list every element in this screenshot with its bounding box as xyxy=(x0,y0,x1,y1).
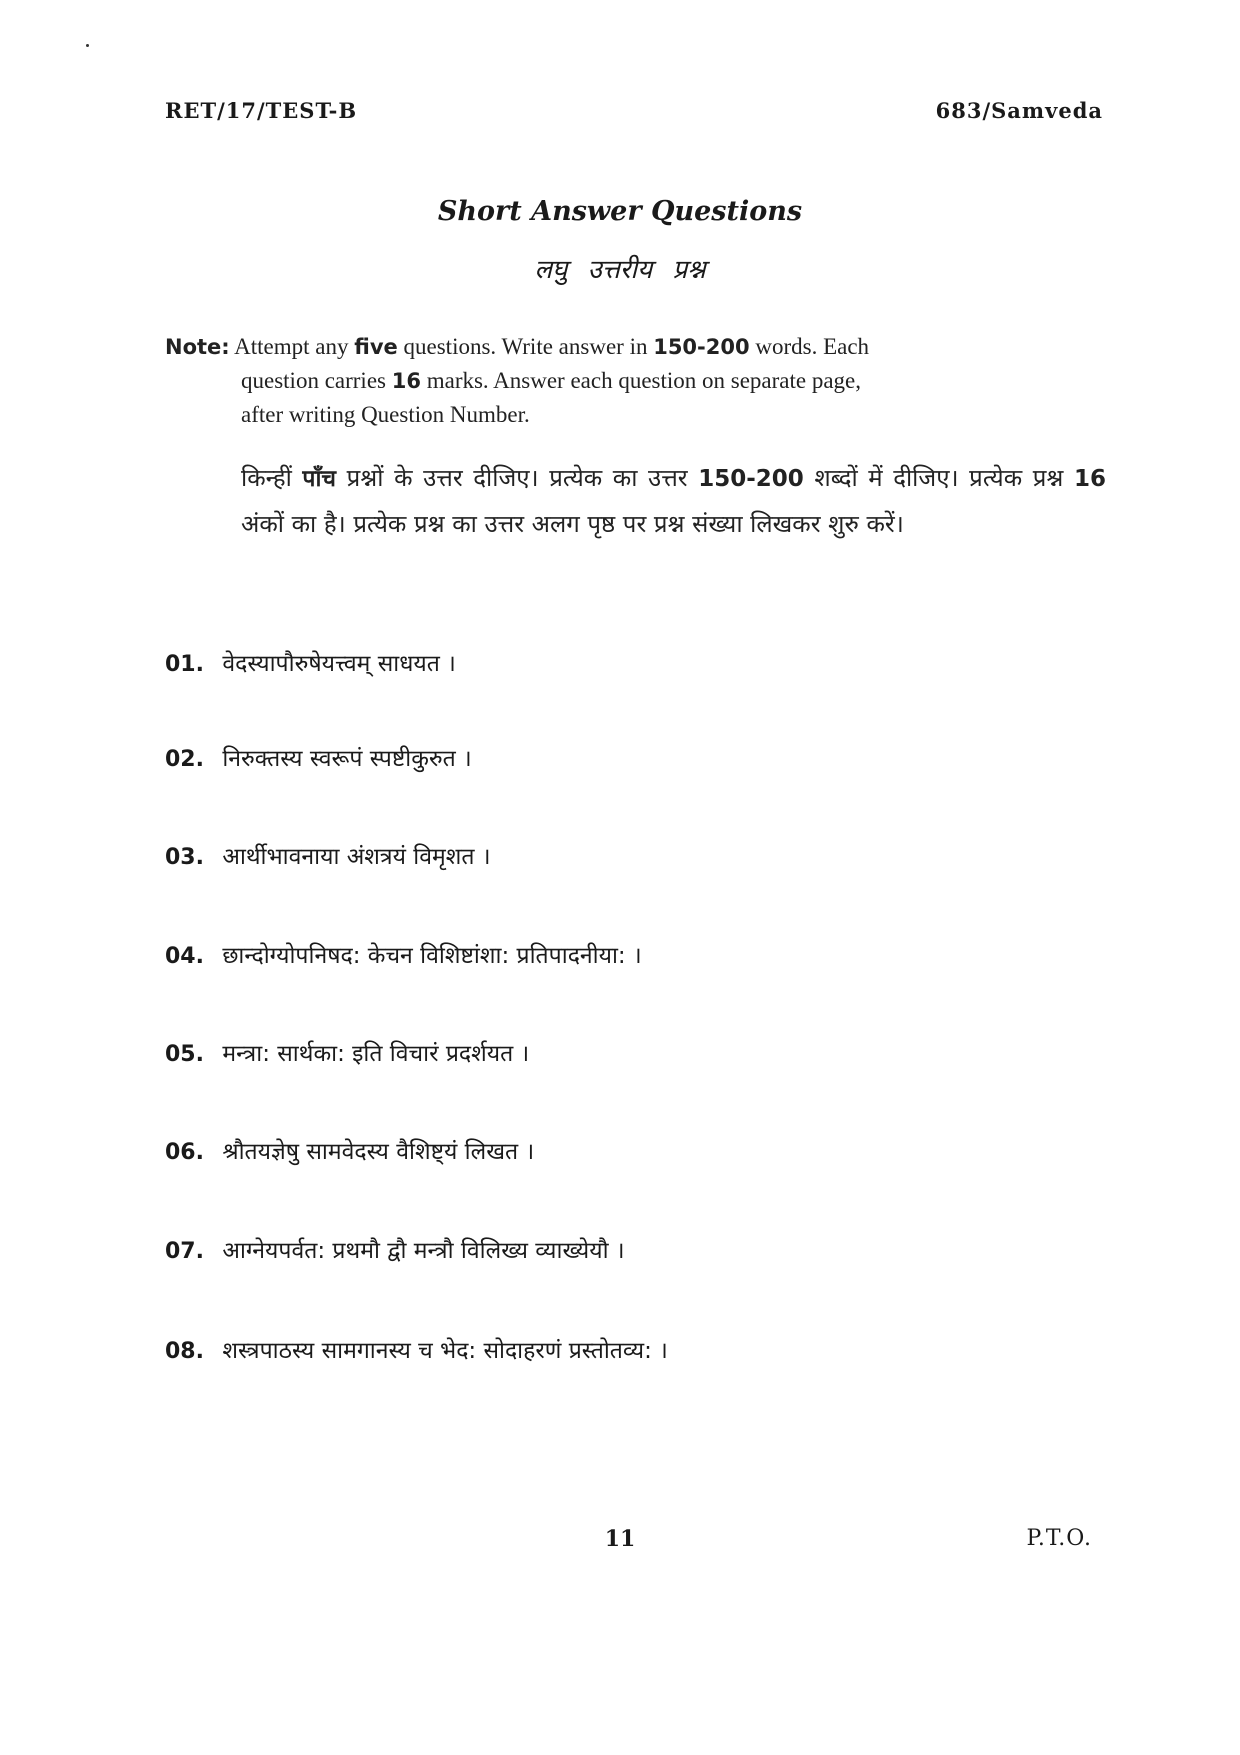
section-title-hindi: लघु उत्तरीय प्रश्न xyxy=(534,255,706,285)
note-bold: 150-200 xyxy=(698,466,804,492)
note-text: किन्हीं xyxy=(241,464,292,492)
question-item xyxy=(165,839,491,871)
question-item xyxy=(165,741,472,773)
question-text: आर्थीभावनाया अंशत्रयं विमृशत । xyxy=(222,844,491,870)
please-turn-over: P.T.O. xyxy=(1026,1526,1092,1551)
question-item xyxy=(165,1036,529,1068)
note-text: words. Each xyxy=(755,334,870,359)
instructions-english xyxy=(165,330,1105,431)
scan-speck xyxy=(86,44,89,47)
note-bold: 16 xyxy=(391,369,421,393)
question-number: 02. xyxy=(165,747,204,772)
question-text: मन्त्रा: सार्थका: इति विचारं प्रदर्शयत । xyxy=(222,1041,530,1067)
note-bold: five xyxy=(354,335,398,359)
instructions-hindi xyxy=(241,456,1106,547)
note-bold: 150-200 xyxy=(653,335,750,359)
question-item xyxy=(165,646,456,678)
note-text: शब्दों में दीजिए। प्रत्येक प्रश्न xyxy=(814,464,1064,492)
question-item xyxy=(165,1134,534,1166)
paper-code: RET/17/TEST-B xyxy=(165,98,358,123)
question-number: 03. xyxy=(165,845,204,870)
section-title: Short Answer Questions xyxy=(437,196,803,227)
note-bold: पाँच xyxy=(302,466,337,492)
subject-code: 683/Samveda xyxy=(935,98,1103,123)
note-text: questions. Write answer in xyxy=(403,334,648,359)
question-item xyxy=(165,938,642,970)
question-text: आग्नेयपर्वत: प्रथमौ द्वौ मन्त्रौ विलिख्य व्याख्येयौ । xyxy=(222,1238,625,1264)
note-text: Attempt any xyxy=(234,334,349,359)
note-label: Note: xyxy=(165,335,230,359)
note-text: question carries xyxy=(241,368,386,393)
question-text: श्रौतयज्ञेषु सामवेदस्य वैशिष्ट्यं लिखत । xyxy=(222,1139,535,1165)
note-bold: 16 xyxy=(1073,466,1106,492)
question-text: निरुक्तस्य स्वरूपं स्पष्टीकुरुत । xyxy=(222,746,472,772)
question-item xyxy=(165,1333,668,1365)
question-number: 06. xyxy=(165,1140,204,1165)
question-text: वेदस्यापौरुषेयत्त्वम् साधयत । xyxy=(222,651,456,677)
note-text: after writing Question Number. xyxy=(241,402,530,427)
question-number: 07. xyxy=(165,1239,204,1264)
note-text: अंकों का है। प्रत्येक प्रश्न का उत्तर अलग पृष्ठ पर प्रश्न संख्या लिखकर शुरु करें। xyxy=(241,510,904,538)
question-number: 08. xyxy=(165,1339,204,1364)
question-number: 05. xyxy=(165,1042,204,1067)
question-text: शस्त्रपाठस्य सामगानस्य च भेद: सोदाहरणं प्रस्तोतव्य: । xyxy=(222,1338,668,1364)
note-text: marks. Answer each question on separate page, xyxy=(426,368,862,393)
question-text: छान्दोग्योपनिषद: केचन विशिष्टांशा: प्रतिपादनीया: । xyxy=(222,943,642,969)
page-number: 11 xyxy=(604,1526,636,1552)
question-item xyxy=(165,1233,625,1265)
question-number: 04. xyxy=(165,944,204,969)
question-number: 01. xyxy=(165,652,204,677)
note-text: प्रश्नों के उत्तर दीजिए। प्रत्येक का उत्तर xyxy=(346,464,688,492)
